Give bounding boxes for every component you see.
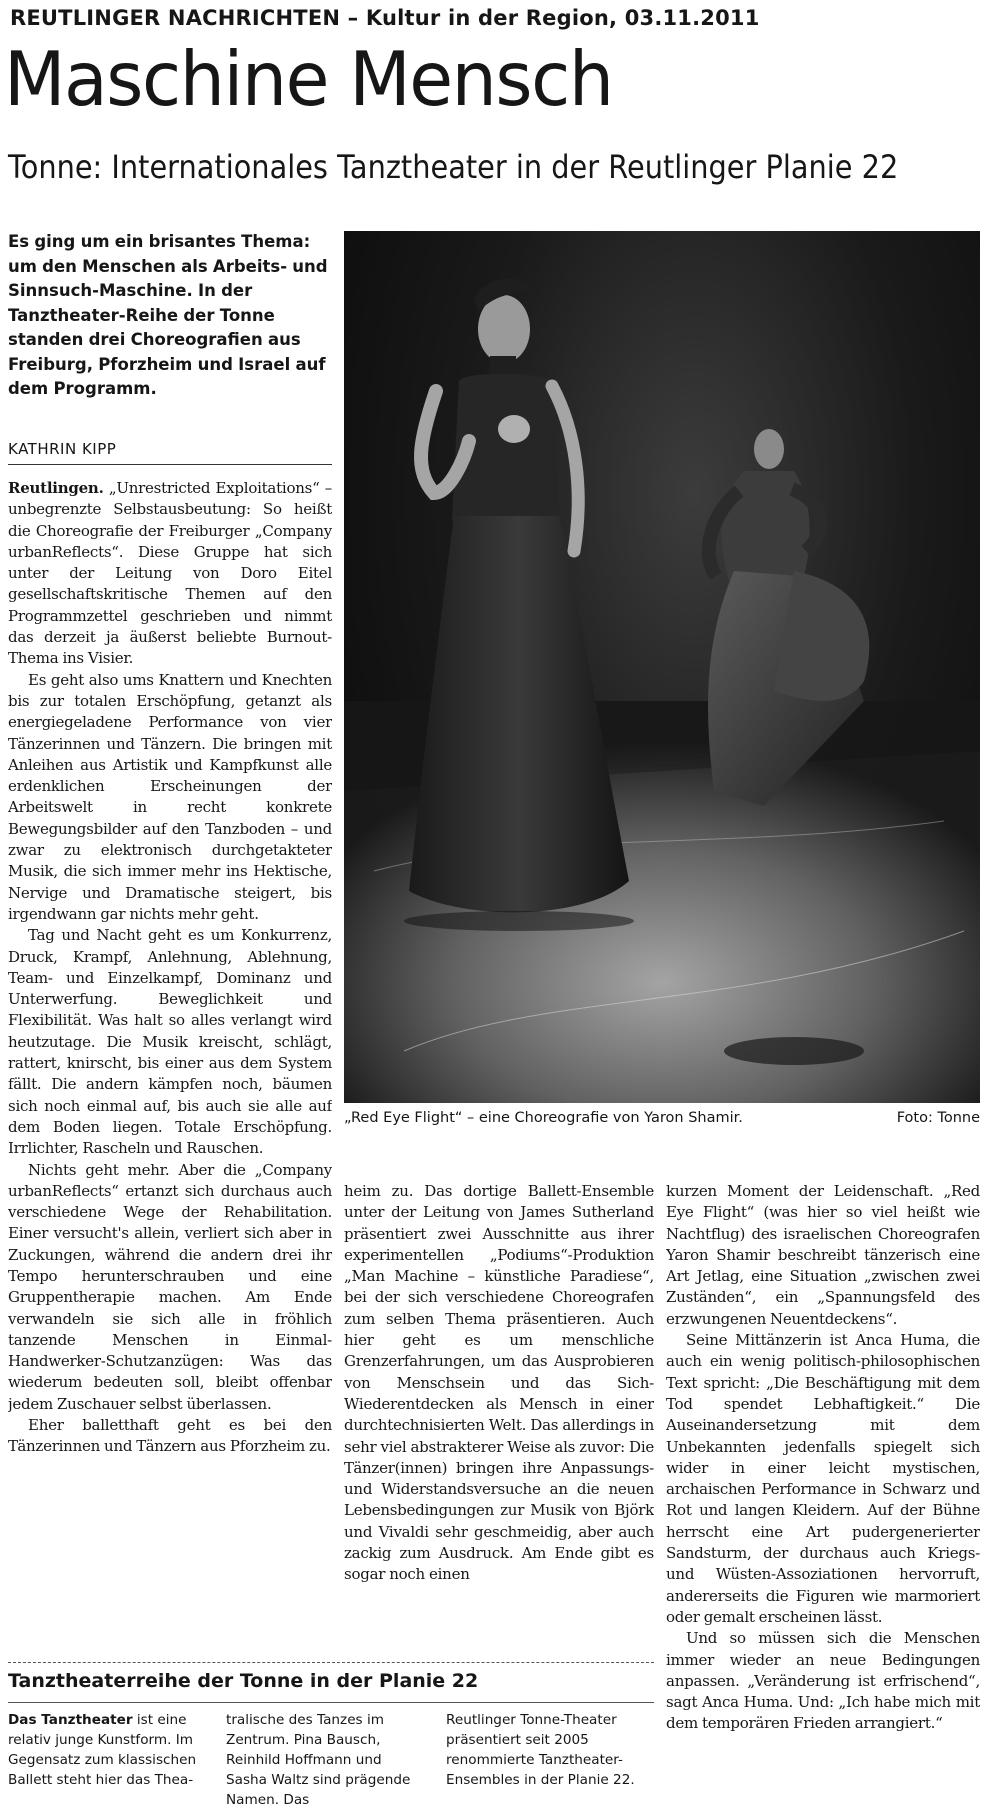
subheadline: Tonne: Internationales Tanztheater in der Reutlinger Planie 22 <box>8 148 899 186</box>
infobox-title: Tanztheaterreihe der Tonne in der Planie 22 <box>8 1670 479 1692</box>
photo-credit: Foto: Tonne <box>896 1110 980 1126</box>
paragraph-text: „Unrestricted Exploitations“ – unbegrenzte Selbstausbeutung: So heißt die Choreografie der Freiburger „Company urbanReflects“. Diese Gruppe hat sich unter der Leitung von Doro Eitel gesellschaftskritische Themen auf den Programmzettel geschrieben und nimmt das derzeit ja äußerst beliebte Burnout-Thema ins Visier. <box>8 479 332 668</box>
paragraph: Nichts geht mehr. Aber die „Company urbanReflects“ ertanzt sich durchaus auch verschiedene Wege der Rehabilitation. Einer versucht's allein, verliert sich aber in Zuckungen, während die andern drei ihr Tempo herunterschrauben und eine Gruppentherapie machen. Am Ende verwandeln sie sich alle in fröhlich tanzende Menschen in Einmal-Handwerker-Schutzanzügen: Was das wiederum bedeuten soll, bleibt offenbar jedem Zuschauer selbst überlassen. <box>8 1160 332 1413</box>
paragraph: kurzen Moment der Leidenschaft. „Red Eye Flight“ (was hier so viel heißt wie Nachtflug) des israelischen Choreografen Yaron Shamir beschreibt tänzerisch eine Art Jetlag, eine Situation „zwischen zwei Zuständen“, ein „Spannungsfeld des erzwungenen Neuentdeckens“. <box>666 1182 980 1328</box>
paragraph: Eher balletthaft geht es bei den Tänzerinnen und Tänzern aus Pforzheim zu. <box>8 1416 332 1456</box>
article-column-3 <box>666 1181 980 1788</box>
infobox-lead-term: Das Tanztheater <box>8 1712 133 1728</box>
lead-paragraph: Es ging um ein brisantes Thema: um den Menschen als Arbeits- und Sinnsuch-Maschine. In der Tanztheater-Reihe der Tonne standen drei Choreografien aus Freiburg, Pforzheim und Israel auf dem Programm. <box>8 232 328 398</box>
divider <box>8 1702 654 1703</box>
paragraph: Es geht also ums Knattern und Knechten bis zur totalen Erschöpfung, getanzt als energiegeladene Performance von vier Tänzerinnen und Tänzern. Die bringen mit Anleihen aus Artistik und Kampfkunst alle erdenklichen Erscheinungen der Arbeitswelt in recht konkrete Bewegungsbilder auf den Tanzboden – und zwar zu elektronisch durchgetakteter Musik, die sich immer mehr ins Hektische, Nervige und Dramatische steigert, bis irgendwann gar nichts mehr geht. <box>8 670 332 923</box>
photo-caption <box>344 1110 980 1126</box>
dancers-illustration <box>344 231 980 1103</box>
dateline: Reutlingen. <box>8 479 104 497</box>
infobox-column-3: Reutlinger Tonne-Theater präsentiert seit 2005 renommierte Tanztheater-Ensembles in der Planie 22. <box>446 1712 635 1788</box>
article-column-2 <box>344 1181 654 1655</box>
newspaper-header: REUTLINGER NACHRICHTEN – Kultur in der Region, 03.11.2011 <box>10 6 760 30</box>
paragraph: Und so müssen sich die Menschen immer wieder an neue Bedingungen anpassen. „Veränderung ist erfrischend“, sagt Anca Huma. Und: „Ich habe mich mit dem temporären Frieden arrangiert.“ <box>666 1629 980 1733</box>
stage-photo <box>344 231 980 1103</box>
divider <box>8 1662 654 1663</box>
paragraph: Seine Mittänzerin ist Anca Huma, die auch ein wenig politisch-philosophischen Text spricht: „Die Beschäftigung mit dem Tod spendet Lebhaftigkeit.“ Die Auseinandersetzung mit dem Unbekannten jedenfalls spiegelt sich wider in einer leicht mystischen, archaischen Performance in Schwarz und Rot und langen Kleidern. Auf der Bühne herrscht eine Art pudergenerierter Sandsturm, der durchaus auch Kriegs- und Wüsten-Assoziationen hervorruft, andererseits die Figuren wie marmoriert oder gemalt erscheinen lässt. <box>666 1331 980 1626</box>
infobox-column-1 <box>8 1710 204 1790</box>
paragraph: heim zu. Das dortige Ballett-Ensemble unter der Leitung von James Sutherland präsentiert zwei Ausschnitte aus ihrer experimentellen „Podiums“-Produktion „Man Machine – künstliche Paradiese“, bei der sich verschiedene Choreografen zum selben Thema präsentieren. Auch hier geht es um menschliche Grenzerfahrungen, um das Ausprobieren von Menschsein und das Sich-Wiederentdecken als Mensch in einer durchtechnisierten Welt. Das allerdings in sehr viel abstrakterer Weise als zuvor: Die Tänzer(innen) bringen ihre Anpassungs- und Widerstandsversuche an die neuen Lebensbedingungen zur Musik von Björk und Vivaldi sehr geschmeidig, aber auch zackig zum Ausdruck. Am Ende gibt es sogar noch einen <box>344 1182 654 1584</box>
paragraph <box>8 478 332 670</box>
caption-text: „Red Eye Flight“ – eine Choreografie von Yaron Shamir. <box>344 1110 743 1126</box>
article-column-1 <box>8 478 332 1768</box>
infobox-column-2: tralische des Tanzes im Zentrum. Pina Bausch, Reinhild Hoffmann und Sasha Waltz sind prägende Namen. Das <box>226 1712 411 1808</box>
author-byline: KATHRIN KIPP <box>8 440 332 465</box>
infobox-text: ist eine relativ junge Kunstform. Im Gegensatz zum klassischen Ballett steht hier das Thea- <box>8 1712 197 1788</box>
dancer-left <box>404 279 634 931</box>
paragraph: Tag und Nacht geht es um Konkurrenz, Druck, Krampf, Anlehnung, Ablehnung, Team- und Einzelkampf, Dominanz und Unterwerfung. Beweglichkeit und Flexibilität. Was halt so alles verlangt wird heutzutage. Die Musik kreischt, schlägt, rattert, knirscht, bis einer aus dem System fällt. Die andern kämpfen noch, bäumen sich noch einmal auf, bis auch sie alle auf dem Boden liegen. Totale Erschöpfung. Irrlichter, Rascheln und Rauschen. <box>8 926 332 1158</box>
headline: Maschine Mensch <box>4 35 613 123</box>
